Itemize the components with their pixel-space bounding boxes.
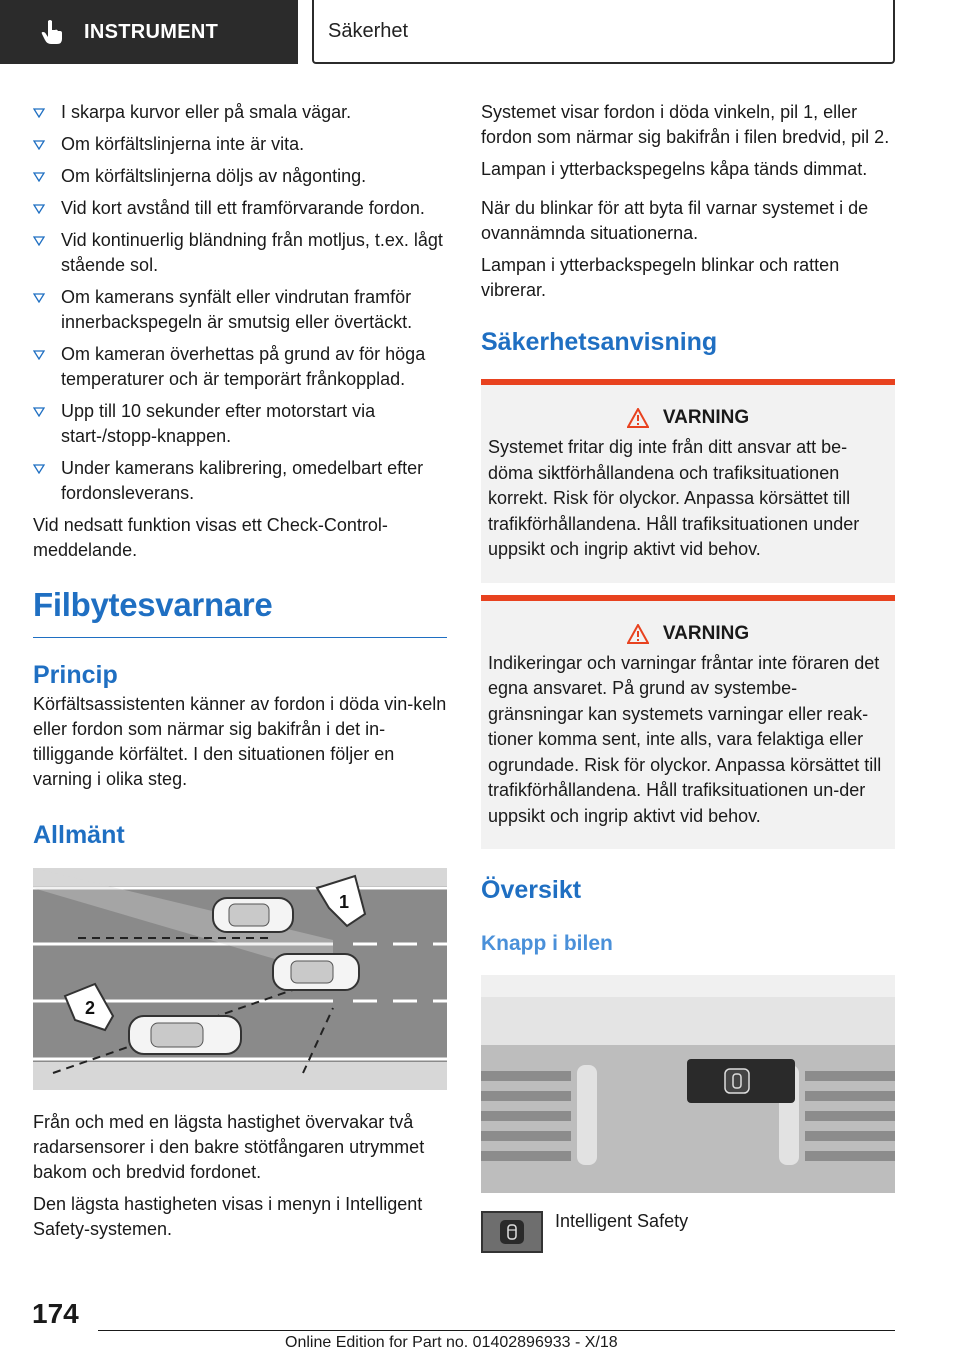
list-item: Om kameran överhettas på grund av för höga temperaturer och är temporärt frånkopplad.	[33, 342, 447, 392]
chapter-tab	[0, 0, 298, 64]
right-column	[481, 100, 895, 1253]
lane-diagram-svg	[33, 868, 447, 1090]
section-title-box	[312, 0, 895, 64]
vent-knob-left	[577, 1065, 597, 1165]
signal-text: När du blinkar för att byta fil varnar systemet i de ovannämnda situationerna.	[481, 198, 869, 243]
overview-heading: Översikt	[481, 876, 582, 904]
page-header	[0, 0, 960, 66]
section-title: Säkerhet	[328, 19, 409, 42]
warning-text: Systemet fritar dig inte från ditt ansvar att be-döma siktförhållandena och trafiksituationen korrekt. Risk för olyckor. Anpassa körsättet till trafikförhållandena. Håll trafiksituationen under uppsikt och ingrip aktivt vid behov.	[488, 437, 860, 559]
dashboard-button-photo	[481, 975, 895, 1193]
general-heading: Allmänt	[33, 821, 125, 849]
chapter-title: INSTRUMENT	[84, 20, 219, 43]
list-item: Om kamerans synfält eller vindrutan framför innerbackspegeln är smutsig eller övertäckt.	[33, 285, 447, 335]
button-heading: Knapp i bilen	[481, 932, 613, 955]
hand-pointer-icon	[40, 19, 64, 45]
lamp-dim-text: Lampan i ytterbackspegelns kåpa tänds dimmat.	[481, 159, 868, 179]
button-legend	[481, 1211, 895, 1253]
triangle-bullet-icon	[33, 140, 45, 150]
warning-triangle-icon	[627, 624, 649, 644]
car-middle	[273, 954, 359, 990]
list-item: Om körfältslinjerna inte är vita.	[33, 132, 447, 157]
warning-title: VARNING	[662, 622, 750, 644]
list-item: Om körfältslinjerna döljs av någonting.	[33, 164, 447, 189]
section-heading: Filbytesvarnare	[33, 585, 447, 638]
triangle-bullet-icon	[33, 236, 45, 246]
arrow-label-1: 1	[339, 892, 350, 912]
list-item: Under kamerans kalibrering, omedelbart efter fordonsleverans.	[33, 456, 447, 506]
car-top-view-icon	[505, 1224, 519, 1240]
arrow-label-2: 2	[85, 998, 96, 1018]
warning-text: Indikeringar och varningar fråntar inte föraren det egna ansvaret. På grund av systembe-gränsningar kan systemets varningar eller reak-tioner komma sent, inte alls, vara felaktiga eller ogrundade. Risk för olyckor. Anpassa körsättet till trafikförhållandena. Håll trafiksituationen un-der uppsikt och ingrip aktivt vid behov.	[488, 652, 882, 826]
principle-heading: Princip	[33, 661, 118, 689]
display-text: Systemet visar fordon i döda vinkeln, pil 1, eller fordon som närmar sig bakifrån i filen bredvid, pil 2.	[481, 102, 890, 147]
left-column	[33, 100, 447, 1249]
list-item: Vid kort avstånd till ett framförvarande fordon.	[33, 196, 447, 221]
warning-title: VARNING	[662, 407, 750, 428]
list-item: Vid kontinuerlig bländning från motljus, t.ex. lågt stående sol.	[33, 228, 447, 278]
triangle-bullet-icon	[33, 172, 45, 182]
lane-change-diagram	[33, 868, 447, 1090]
intelligent-safety-button-icon[interactable]	[481, 1211, 543, 1253]
triangle-bullet-icon	[33, 108, 45, 118]
button-label: Intelligent Safety	[555, 1211, 689, 1231]
edition-text: Online Edition for Part no. 01402896933 - X/18	[285, 1334, 618, 1351]
list-item: Upp till 10 sekunder efter motorstart via start-/stopp-knappen.	[33, 399, 447, 449]
warning-triangle-icon	[627, 408, 649, 428]
malfunction-note: Vid nedsatt funktion visas ett Check-Control-meddelande.	[33, 515, 388, 560]
safety-heading: Säkerhetsanvisning	[481, 328, 718, 356]
page-number: 174	[32, 1298, 79, 1329]
triangle-bullet-icon	[33, 204, 45, 214]
triangle-bullet-icon	[33, 407, 45, 417]
triangle-bullet-icon	[33, 293, 45, 303]
warning-box	[481, 595, 895, 850]
car-lower	[129, 1016, 241, 1054]
limitations-list	[33, 100, 447, 506]
principle-text: Körfältsassistenten känner av fordon i döda vin-keln eller fordon som närmar sig bakifrån i det in-tilliggande körfältet. I den situationen följer en varning i olika steg.	[33, 694, 447, 789]
lamp-blink-text: Lampan i ytterbackspegeln blinkar och ratten vibrerar.	[481, 255, 840, 300]
radar-text: Från och med en lägsta hastighet övervakar två radarsensorer i den bakre stötfångaren utrymmet bakom och bredvid fordonet.	[33, 1112, 425, 1182]
footer-divider	[98, 1330, 895, 1331]
min-speed-text: Den lägsta hastigheten visas i menyn i Intelligent Safety-systemen.	[33, 1194, 423, 1239]
car-upper	[213, 898, 293, 932]
triangle-bullet-icon	[33, 350, 45, 360]
dashboard-photo-svg	[481, 975, 895, 1193]
triangle-bullet-icon	[33, 464, 45, 474]
warning-box	[481, 379, 895, 583]
list-item: I skarpa kurvor eller på smala vägar.	[33, 100, 447, 125]
